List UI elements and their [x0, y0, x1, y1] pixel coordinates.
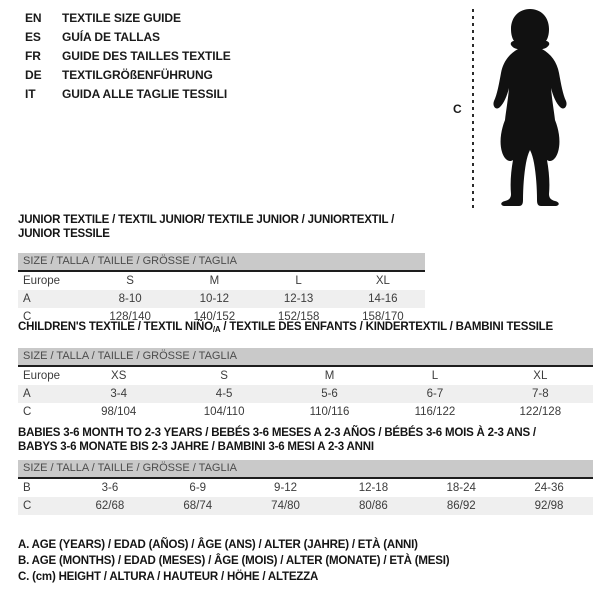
table-title	[18, 426, 593, 454]
language-code: EN	[25, 11, 42, 25]
table-cell: 104/110	[203, 406, 245, 418]
table-cell: 3-6	[101, 482, 119, 494]
note-a: A. AGE (YEARS) / EDAD (AÑOS) / ÂGE (ANS) / ALTER (JAHRE) / ETÀ (ANNI)	[18, 539, 418, 551]
language-code: FR	[25, 49, 41, 63]
table-row	[18, 497, 593, 515]
row-label: Europe	[23, 370, 61, 382]
table-cell: 12-18	[358, 482, 389, 494]
table-row	[18, 479, 593, 497]
table-title	[18, 320, 593, 337]
table-title: JUNIOR TEXTILE / TEXTIL JUNIOR/ TEXTILE JUNIOR / JUNIORTEXTIL / JUNIOR TESSILE	[18, 214, 395, 240]
language-list	[25, 9, 231, 104]
table-cell: XS	[111, 370, 127, 382]
table-cell: 86/92	[446, 500, 476, 512]
language-label: GUIDE DES TAILLES TEXTILE	[62, 49, 231, 63]
language-label: GUIDA ALLE TAGLIE TESSILI	[62, 87, 228, 101]
language-row	[25, 66, 231, 85]
note-c: C. (cm) HEIGHT / ALTURA / HAUTEUR / HÖHE / ALTEZZA	[18, 571, 319, 583]
table-cell: 6-9	[189, 482, 207, 494]
table-cell: 158/170	[362, 311, 404, 323]
table-cell: 10-12	[199, 293, 230, 305]
table-cell: 92/98	[534, 500, 564, 512]
table-cell: L	[295, 275, 302, 287]
table-cell: 24-36	[534, 482, 564, 494]
row-label: A	[23, 388, 31, 400]
table-cell: M	[324, 370, 335, 382]
table-cell: 8-10	[118, 293, 142, 305]
table-cell: 110/116	[309, 406, 350, 418]
size-header-bar: SIZE / TALLA / TAILLE / GRÖSSE / TAGLIA	[18, 348, 593, 367]
table-cell: XL	[533, 370, 548, 382]
language-row	[25, 47, 231, 66]
table-cell: 12-13	[283, 293, 314, 305]
table-row	[18, 385, 593, 403]
title-line-2: BABYS 3-6 MONATE BIS 2-3 JAHRE / BAMBINI 3-6 MESI A 2-3 ANNI	[18, 441, 374, 453]
table-cell: 80/86	[359, 500, 388, 512]
row-label: A	[23, 293, 31, 305]
language-code: ES	[25, 30, 41, 44]
language-row	[25, 9, 231, 28]
title-subscript: /A	[212, 325, 221, 334]
junior-textile-table	[18, 213, 425, 326]
table-cell: 128/140	[109, 311, 151, 323]
note-b: B. AGE (MONTHS) / EDAD (MESES) / ÂGE (MOIS) / ALTER (MONATE) / ETÀ (MESI)	[18, 555, 450, 567]
language-row	[25, 28, 231, 47]
table-cell: 5-6	[321, 388, 338, 400]
table-cell: 152/158	[277, 311, 320, 323]
table-cell: S	[126, 275, 134, 287]
language-label: TEXTILE SIZE GUIDE	[62, 11, 181, 25]
children-textile-table	[18, 320, 593, 421]
baby-silhouette-icon	[484, 8, 576, 208]
table-row	[18, 272, 425, 290]
row-label: B	[23, 482, 31, 494]
table-row	[18, 403, 593, 421]
row-label: C	[23, 500, 32, 512]
table-cell: L	[431, 370, 439, 382]
table-row	[18, 290, 425, 308]
language-code: IT	[25, 87, 36, 101]
table-cell: 6-7	[426, 388, 444, 400]
table-cell: M	[209, 275, 220, 287]
table-cell: 9-12	[274, 482, 298, 494]
row-label: C	[23, 406, 32, 418]
height-marker-label: C	[453, 102, 462, 116]
babies-textile-table	[18, 426, 593, 515]
table-cell: 62/68	[95, 500, 125, 512]
height-marker-dashed-line	[472, 9, 474, 208]
row-label: C	[23, 311, 32, 323]
table-cell: 68/74	[183, 500, 213, 512]
size-header-bar: SIZE / TALLA / TAILLE / GRÖSSE / TAGLIA	[18, 460, 593, 479]
table-cell: 18-24	[446, 482, 476, 494]
table-cell: 74/80	[271, 500, 300, 512]
title-line-1: BABIES 3-6 MONTH TO 2-3 YEARS / BEBÉS 3-6 MESES A 2-3 AÑOS / BÉBÉS 3-6 MOIS À 2-3 ANS /	[18, 427, 536, 439]
language-label: TEXTILGRÖßENFÜHRUNG	[62, 68, 213, 82]
table-cell: 7-8	[532, 388, 549, 400]
table-cell: 3-4	[110, 388, 128, 400]
language-label: GUÍA DE TALLAS	[62, 30, 160, 44]
language-code: DE	[25, 68, 42, 82]
title-prefix: CHILDREN'S TEXTILE / TEXTIL NIÑO	[18, 321, 213, 333]
size-header-bar: SIZE / TALLA / TAILLE / GRÖSSE / TAGLIA	[18, 253, 425, 272]
table-cell: 4-5	[215, 388, 233, 400]
table-cell: 14-16	[368, 293, 398, 305]
table-cell: 116/122	[414, 406, 456, 418]
title-suffix: / TEXTILE DES ENFANTS / KINDERTEXTIL / BAMBINI TESSILE	[220, 321, 553, 333]
table-cell: 98/104	[101, 406, 137, 418]
legend-notes	[18, 537, 449, 585]
table-row	[18, 367, 593, 385]
row-label: Europe	[23, 275, 61, 287]
language-row	[25, 85, 231, 104]
table-cell: XL	[375, 275, 390, 287]
table-cell: S	[220, 370, 228, 382]
table-cell: 140/152	[193, 311, 236, 323]
table-cell: 122/128	[519, 406, 562, 418]
